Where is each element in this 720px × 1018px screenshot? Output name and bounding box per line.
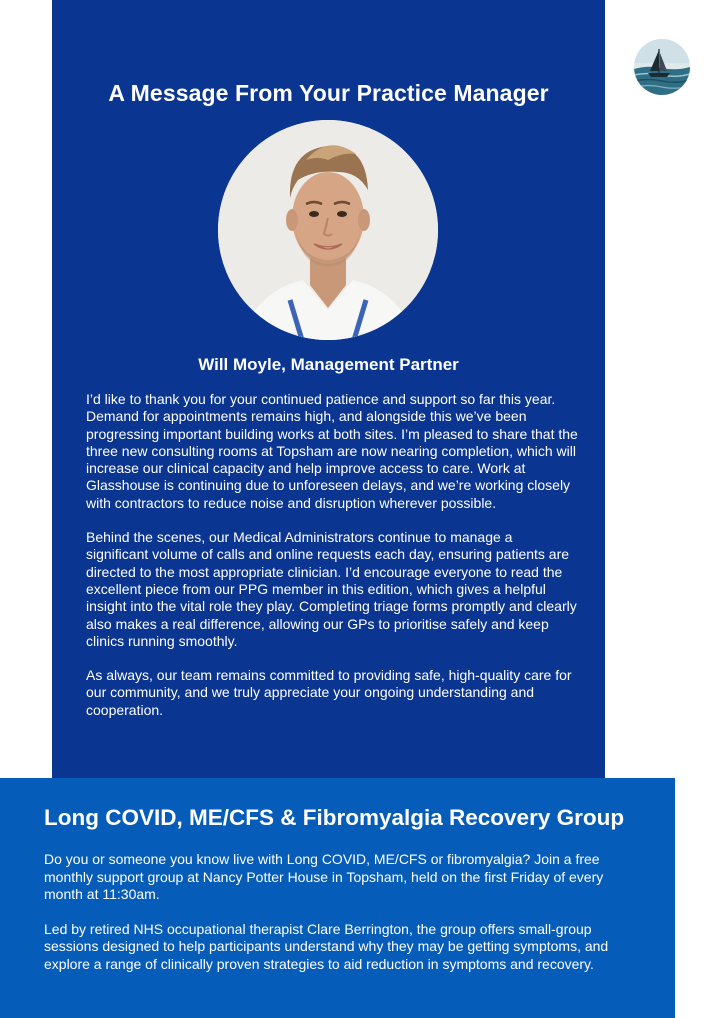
manager-portrait <box>218 120 438 340</box>
manager-name-heading: Will Moyle, Management Partner <box>198 355 459 374</box>
practice-manager-message-panel <box>52 0 605 778</box>
message-paragraph-3: As always, our team remains committed to providing safe, high-quality care for our community, and we truly appreciate your ongoing understanding and cooperation. <box>86 667 572 718</box>
recovery-group-body <box>44 851 644 990</box>
manager-message-body <box>86 391 578 736</box>
sailboat-logo <box>634 39 690 95</box>
recovery-paragraph-1: Do you or someone you know live with Long COVID, ME/CFS or fibromyalgia? Join a free monthly support group at Nancy Potter House in Topsham, held on the first Friday of every month at 11:30am. <box>44 851 604 902</box>
manager-section-title: A Message From Your Practice Manager <box>108 80 549 106</box>
recovery-group-title: Long COVID, ME/CFS & Fibromyalgia Recovery Group <box>44 805 625 830</box>
recovery-paragraph-2: Led by retired NHS occupational therapist Clare Berrington, the group offers small-group sessions designed to help participants understand why they may be getting symptoms, and explore a range of clinically proven strategies to aid reduction in symptoms and recovery. <box>44 920 609 972</box>
recovery-group-panel <box>0 778 675 1018</box>
message-paragraph-1: I’d like to thank you for your continued patience and support so far this year. Demand for appointments remains high, and alongside this we’ve been progressing important building works at both sites. I’m pleased to share that the three new consulting rooms at Topsham are now nearing completion, which will increase our clinical capacity and help improve access to care. Work at Glasshouse is continuing due to unforeseen delays, and we’re working closely with contractors to reduce noise and disruption wherever possible. <box>86 391 578 511</box>
message-paragraph-2: Behind the scenes, our Medical Administrators continue to manage a significant volume of calls and online requests each day, ensuring patients are directed to the most appropriate clinician. I’d encourage everyone to read the excellent piece from our PPG member in this edition, which gives a helpful insight into the vital role they play. Completing triage forms promptly and clearly also makes a real difference, allowing our GPs to prioritise safely and keep clinics running smoothly. <box>86 529 577 649</box>
